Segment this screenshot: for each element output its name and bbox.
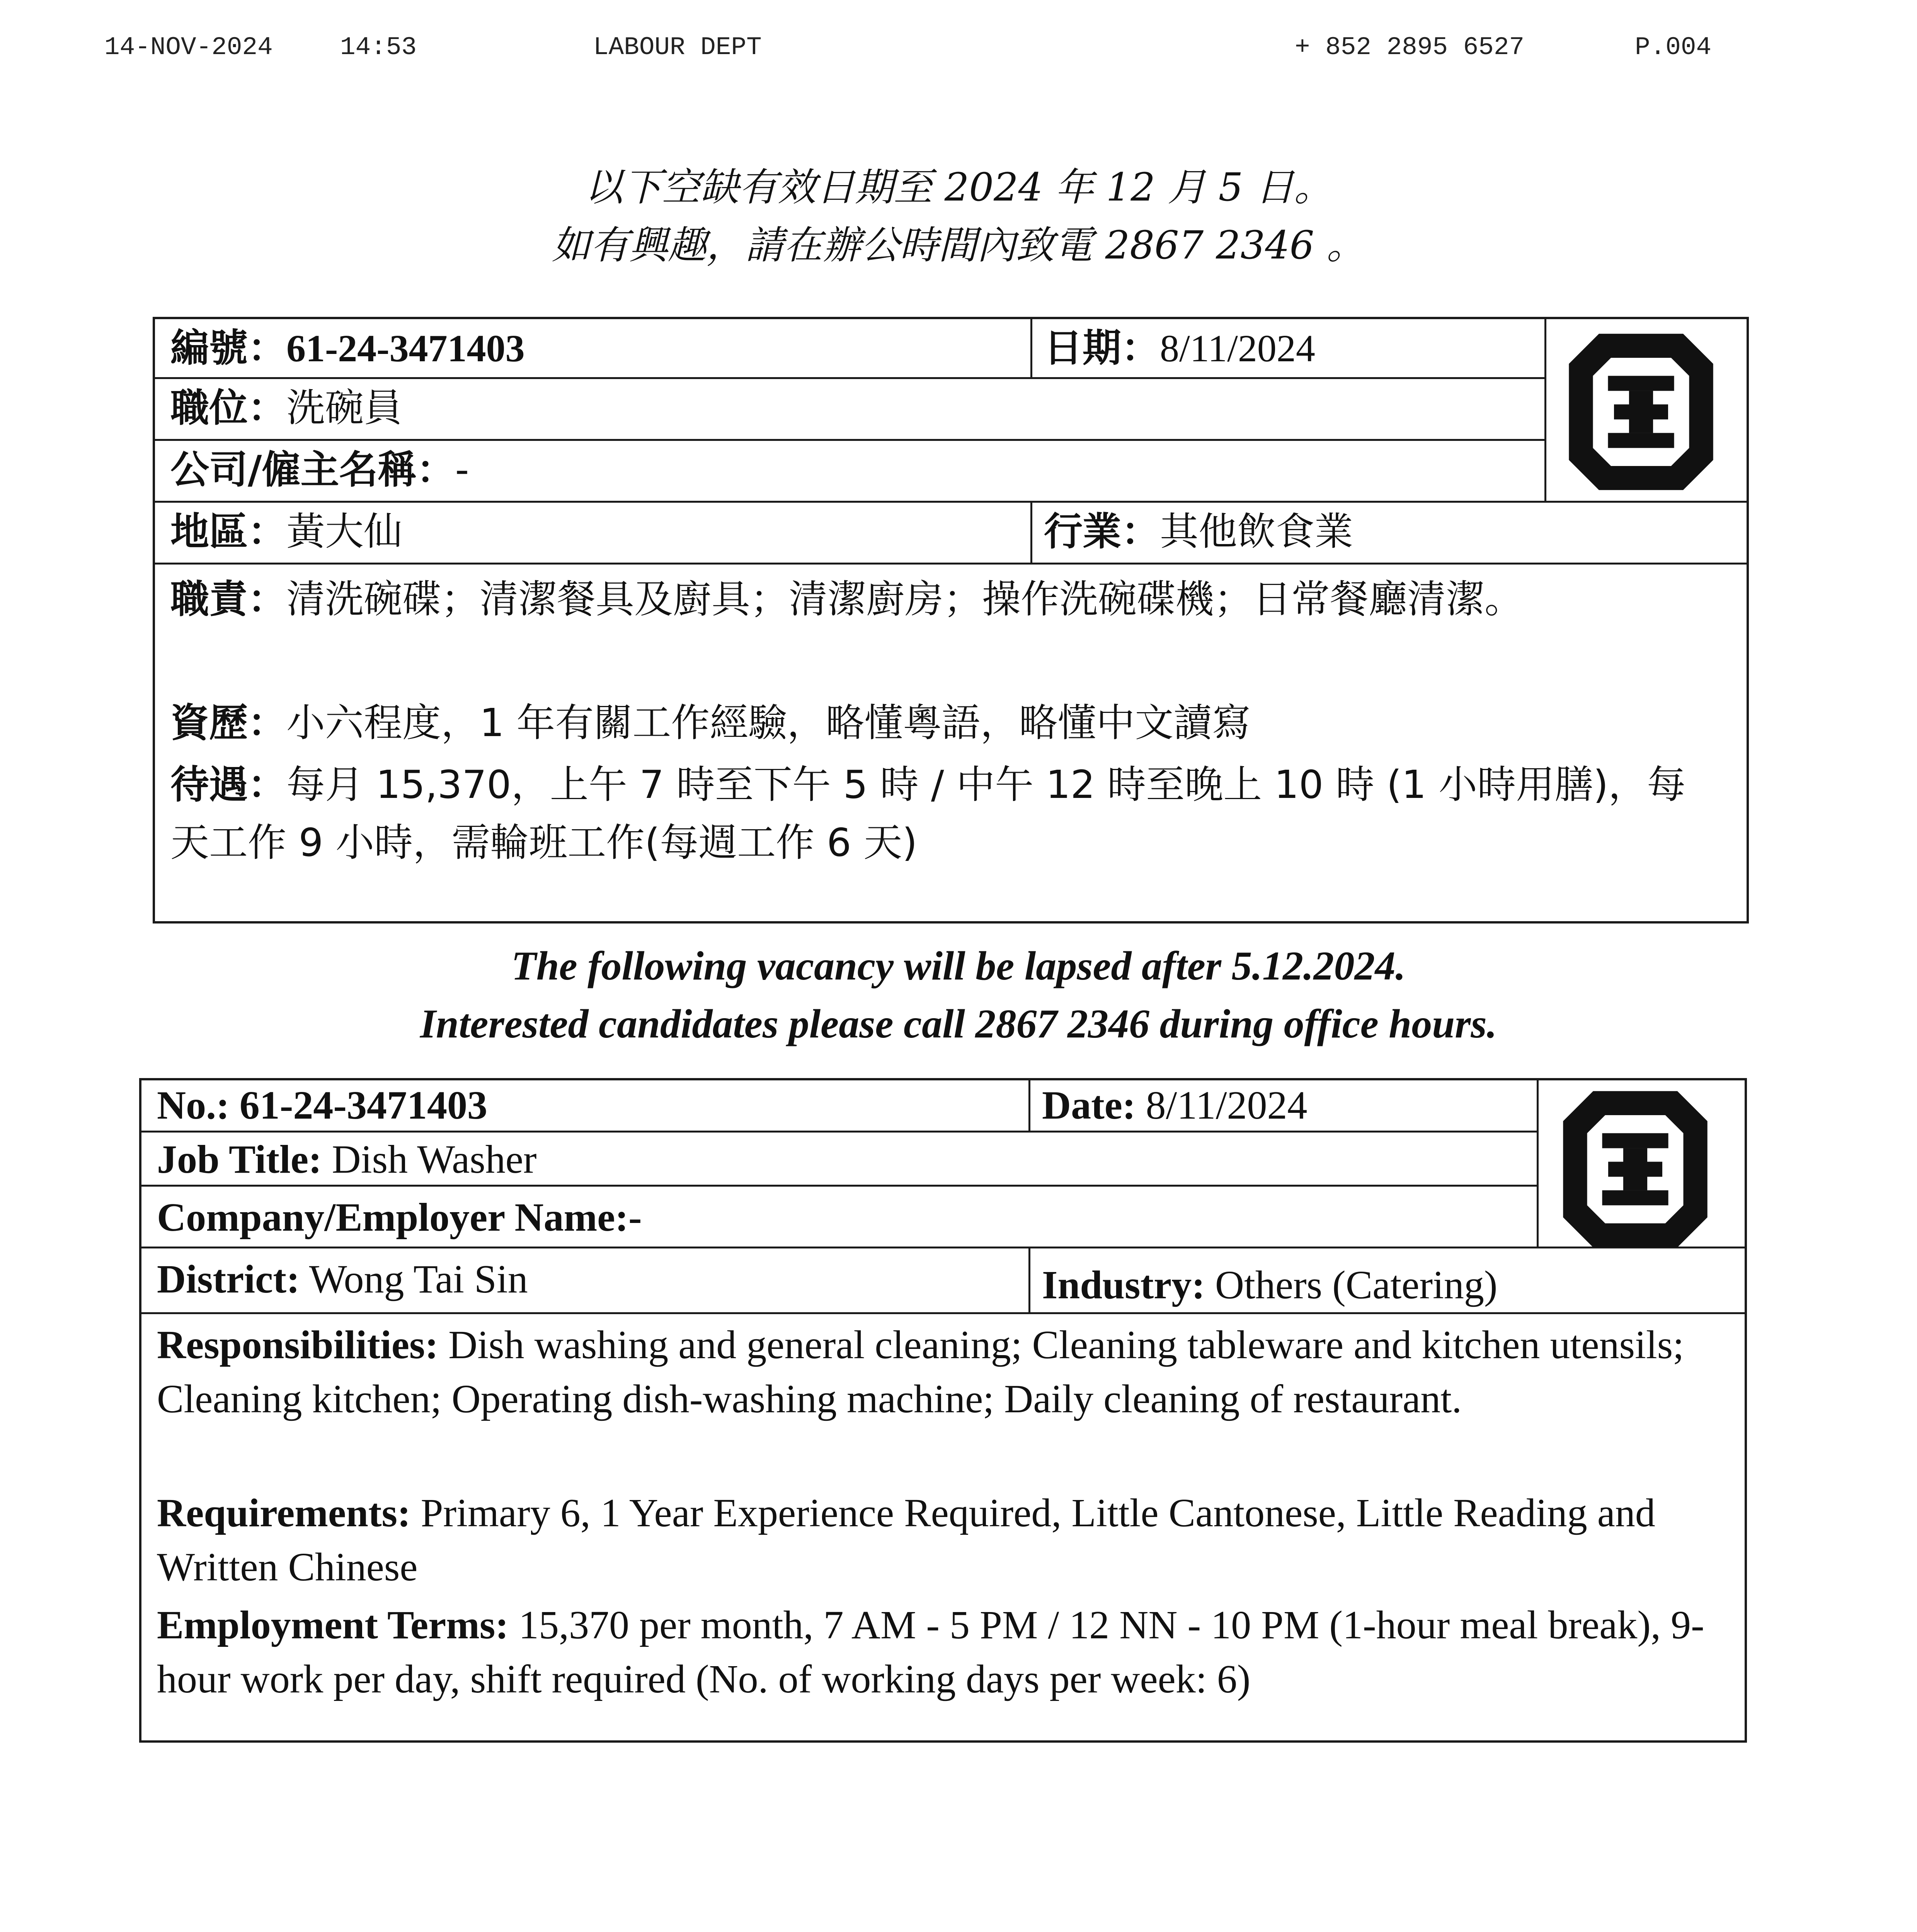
- responsibilities-value: Dish washing and general cleaning; Cleaning tableware and kitchen utensils; Cleaning kitchen; Operating dish-washing machine; Daily cleaning of restaurant.: [157, 1323, 1684, 1421]
- industry-field: [1044, 509, 1353, 555]
- divider: [1544, 319, 1546, 501]
- industry-field: [1042, 1262, 1498, 1308]
- job-number-label: 編號：: [170, 325, 286, 371]
- district-field: [170, 509, 402, 555]
- date-label: 日期：: [1044, 325, 1160, 371]
- company-value: -: [628, 1195, 642, 1240]
- qualifications-field: [170, 694, 1724, 752]
- divider: [141, 1312, 1745, 1314]
- divider: [141, 1185, 1537, 1187]
- responsibilities-field: [157, 1318, 1722, 1426]
- job-title-label: 職位：: [170, 385, 286, 430]
- divider: [155, 377, 1544, 379]
- labour-department-logo-icon: [1566, 331, 1716, 493]
- vacancy-box-chinese: [153, 317, 1749, 923]
- date-label: Date:: [1042, 1083, 1136, 1128]
- fax-department: LABOUR DEPT: [593, 33, 762, 62]
- divider: [155, 439, 1544, 441]
- district-label: District:: [157, 1257, 300, 1301]
- divider: [1030, 319, 1032, 377]
- labour-department-logo-icon: [1560, 1088, 1711, 1250]
- qualifications-label: 資歷：: [170, 700, 286, 745]
- company-field: [157, 1194, 642, 1241]
- employment-terms-value: 15,370 per month, 7 AM - 5 PM / 12 NN - 10 PM (1-hour meal break), 9-hour work per day, shift required (No. of working days per week: 6): [157, 1603, 1704, 1701]
- job-number-value: 61-24-3471403: [286, 327, 525, 370]
- duties-label: 職責：: [170, 577, 286, 622]
- date-field: [1042, 1082, 1307, 1129]
- industry-label: 行業：: [1044, 509, 1160, 554]
- divider: [1537, 1080, 1539, 1247]
- fax-phone: + 852 2895 6527: [1295, 33, 1525, 62]
- notice-chinese-line1: 以下空缺有效日期至 2024 年 12 月 5 日。: [584, 165, 1333, 210]
- notice-english-line2: Interested candidates please call 2867 2346 during office hours.: [420, 1001, 1497, 1046]
- notice-chinese-line2: 如有興趣，請在辦公時間內致電 2867 2346 。: [552, 223, 1365, 268]
- divider: [141, 1247, 1745, 1248]
- district-label: 地區：: [170, 509, 286, 554]
- company-label: 公司/僱主名稱：: [170, 447, 455, 492]
- vacancy-box-english: [139, 1078, 1747, 1743]
- notice-chinese: [0, 158, 1917, 274]
- requirements-label: Requirements:: [157, 1491, 411, 1535]
- company-field: [170, 447, 469, 493]
- divider: [1030, 501, 1032, 563]
- employment-terms-field: [157, 1598, 1722, 1706]
- terms-field: [170, 756, 1724, 872]
- job-number-value: 61-24-3471403: [239, 1083, 488, 1128]
- date-value: 8/11/2024: [1146, 1083, 1308, 1128]
- company-value: -: [455, 447, 469, 492]
- job-title-field: [170, 385, 402, 431]
- duties-field: [170, 570, 1724, 628]
- industry-value: Others (Catering): [1215, 1263, 1498, 1307]
- divider: [155, 563, 1747, 565]
- industry-label: Industry:: [1042, 1263, 1205, 1307]
- terms-value: 每月 15,370，上午 7 時至下午 5 時 / 中午 12 時至晚上 10 時 (1 小時用膳)，每天工作 9 小時，需輪班工作(每週工作 6 天): [170, 762, 1686, 865]
- divider: [141, 1131, 1537, 1133]
- district-value: 黃大仙: [286, 509, 402, 554]
- notice-english: [0, 937, 1917, 1053]
- employment-terms-label: Employment Terms:: [157, 1603, 509, 1647]
- requirements-field: [157, 1486, 1722, 1594]
- job-title-field: [157, 1136, 537, 1183]
- fax-date: 14-NOV-2024: [104, 33, 273, 62]
- company-label: Company/Employer Name:: [157, 1195, 629, 1240]
- job-number-label: No.:: [157, 1083, 230, 1128]
- job-title-value: 洗碗員: [286, 385, 402, 430]
- job-number-field: [170, 325, 525, 372]
- divider: [1028, 1080, 1030, 1131]
- terms-label: 待遇：: [170, 762, 286, 807]
- divider: [1028, 1247, 1030, 1312]
- duties-value: 清洗碗碟；清潔餐具及廚具；清潔廚房；操作洗碗碟機；日常餐廳清潔。: [286, 577, 1523, 622]
- industry-value: 其他飲食業: [1160, 509, 1353, 554]
- district-field: [157, 1256, 528, 1303]
- job-title-label: Job Title:: [157, 1137, 322, 1182]
- job-title-value: Dish Washer: [332, 1137, 537, 1182]
- requirements-value: Primary 6, 1 Year Experience Required, Little Cantonese, Little Reading and Written Chinese: [157, 1491, 1655, 1589]
- qualifications-value: 小六程度，1 年有關工作經驗，略懂粵語，略懂中文讀寫: [286, 700, 1251, 745]
- notice-english-line1: The following vacancy will be lapsed after 5.12.2024.: [511, 943, 1406, 988]
- fax-page-number: P.004: [1635, 33, 1712, 62]
- date-value: 8/11/2024: [1160, 327, 1315, 370]
- date-field: [1044, 325, 1315, 372]
- divider: [155, 501, 1747, 503]
- job-number-field: [157, 1082, 487, 1129]
- district-value: Wong Tai Sin: [309, 1257, 528, 1301]
- responsibilities-label: Responsibilities:: [157, 1323, 439, 1367]
- fax-header: [104, 33, 1755, 75]
- fax-time: 14:53: [340, 33, 417, 62]
